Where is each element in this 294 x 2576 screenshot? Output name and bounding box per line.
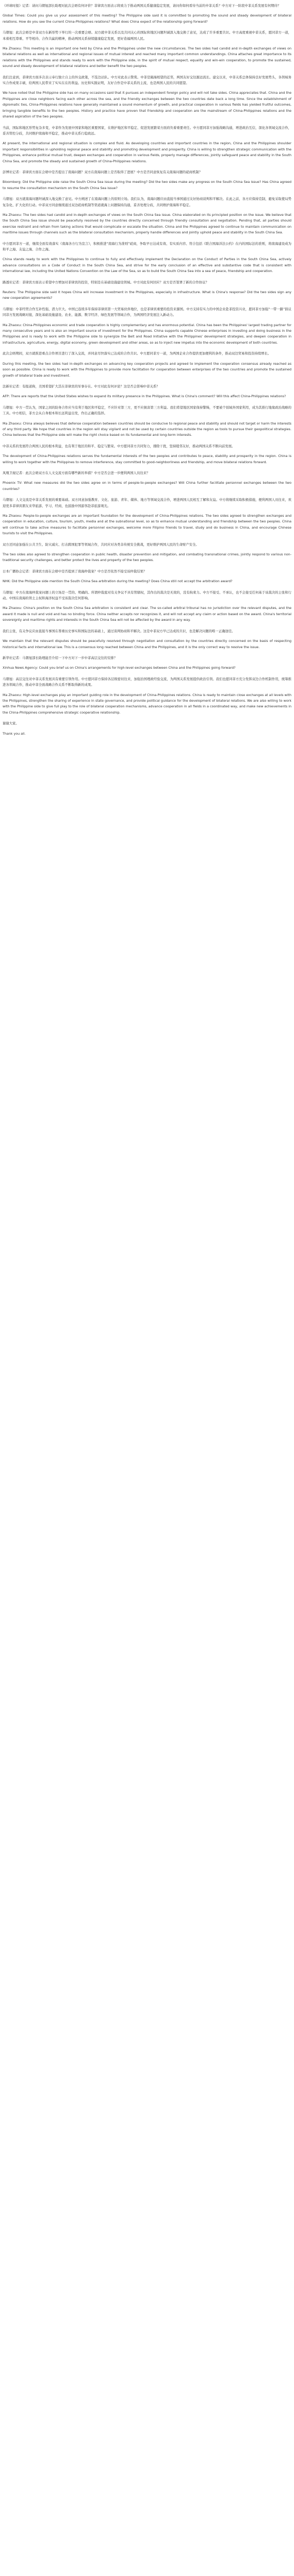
qa-block [3, 405, 291, 438]
en-paragraph: Global Times: Could you give us your assessment of this meeting? The Philippine side said it is committed to promoting the sound and steady development of bilateral relations. How do you see the current China-Philippines relations? What does China expect of the relationship going forward? [3, 14, 291, 24]
qa-block [3, 125, 291, 164]
qa-block [3, 590, 291, 623]
zh-paragraph: 《环球时报》记者：请问马朝旭部长助理对此次会晤有何评价？菲律宾方面表示将致力于推动两国关系健康稳定发展，请问你如何看待当前的中菲关系？中方对下一阶段中菲关系发展有何期待？ [3, 4, 281, 8]
zh-paragraph: 日本广播协会记者：菲律宾方面在会晤中是否提到了南海仲裁案？中方是否依然不接受该仲裁结果？ [3, 569, 147, 573]
zh-paragraph: 我们主张，有关争议应由直接当事国在尊重历史事实和国际法的基础上，通过谈判协商和平解决。这是中菲双方早已达成的共识，也是解决问题的唯一正确途径。 [3, 629, 235, 633]
qa-block [3, 497, 291, 536]
en-paragraph: NHK: Did the Philippine side mention the South China Sea arbitration during the meeting? Does China still not accept the arbitration award? [3, 580, 233, 584]
qa-block [3, 542, 291, 564]
zh-paragraph: 双方还同意加强在公共卫生、防灾减灾、打击跨国犯罪等领域合作，共同应对各类非传统安全挑战，更好维护两国人民的生命财产安全。 [3, 543, 199, 547]
qa-block [3, 629, 291, 650]
zh-paragraph: 路透社记者：菲律宾方面表示希望中方增加对菲律宾的投资，特别是在基础设施建设领域。中方对此有何回应？双方是否签署了新的合作协议？ [3, 280, 209, 284]
zh-paragraph: 马朝旭：中菲经贸合作互补性强、潜力巨大。中国已连续多年保持菲律宾第一大贸易伙伴地位，也是菲律宾重要的投资来源国。中方支持有实力的中国企业赴菲投资兴业，愿同菲方加强“一带一路”倡议同菲方发展战略对接，深化基础设施建设、农业、能源、数字经济、绿色发展等领域合作，为两国经济发展注入新动力。 [3, 307, 291, 317]
qa-block [3, 676, 291, 716]
qa-block [3, 170, 291, 191]
en-paragraph: We have noted that the Philippine side has on many occasions said that it pursues an independent foreign policy and will not take sides. China appreciates that. China and the Philippines are close neighbors facing each other across the sea, and the friendly exchanges between the two countries date back a long time. Since the establishment of diplomatic ties, China-Philippines relations have generally maintained a sound momentum of growth, and practical cooperation in various fields has yielded fruitful outcomes, bringing tangible benefits to the two peoples. History and practice have proven that friendship and cooperation are the mainstream of China-Philippines relations and the shared aspiration of the two peoples. [3, 91, 291, 119]
zh-paragraph: 马朝旭：高层交往对中菲关系发展具有重要引领作用。中方愿同菲方保持各层级密切往来，加强治国理政经验交流，为两国关系发展提供政治引领。我们也愿同菲方充分发挥双边合作机制作用，统筹推进各领域合作，推动中菲全面战略合作关系不断取得新的成果。 [3, 677, 291, 687]
zh-paragraph: 中菲关系的发展符合两国人民的根本利益，也有利于地区的和平、稳定与繁荣。中方愿同菲方共同努力，排除干扰，坚持睦邻友好，推动两国关系不断向前发展。 [3, 444, 235, 448]
en-paragraph: Bloomberg: Did the Philippine side raise the South China Sea issue during the meeting? Did the two sides make any progress on the South China Sea issue? Has China agreed to resume the consultation mechanism on the South China Sea issue? [3, 180, 291, 190]
en-paragraph: The two sides also agreed to strengthen cooperation in public health, disaster prevention and mitigation, and combating transnational crimes, jointly respond to various non-traditional security challenges, and better protect the lives and property of the two peoples. [3, 553, 291, 563]
en-paragraph: During this meeting, the two sides had in-depth exchanges on advancing key cooperation projects and agreed to implement the cooperation consensus already reached as soon as possible. China is ready to work with the Philippines to provide more facilitation for cooperation between enterprises of the two countries and promote the sustained growth of bilateral trade and investment. [3, 362, 291, 378]
qa-block [3, 569, 291, 585]
qa-block [3, 196, 291, 235]
zh-paragraph: 马朝旭：双方就南海问题坦诚深入地交换了意见。中方阐述了在南海问题上的原则立场。我们认为，南海问题应由直接当事国通过友好协商谈判和平解决。在此之前，各方应保持克制，避免采取使局势复杂化、扩大化的行动。中菲双方同意继续通过双边磋商机制等渠道就海上问题保持沟通，妥善处理分歧，共同维护南海和平稳定。 [3, 197, 291, 207]
qa-block [3, 655, 291, 671]
qa-block [3, 30, 291, 69]
en-paragraph: Phoenix TV: What new measures did the two sides agree on in terms of people-to-people exchanges? Will China further facilitate personnel exchanges between the two countries? [3, 481, 291, 491]
zh-paragraph: 马朝旭：此次会晤是中菲双方在新形势下举行的一次重要会晤。双方就中菲关系以及共同关心的国际和地区问题坦诚深入地交换了意见，达成了许多重要共识。中方高度重视中菲关系，愿同菲方一道，本着相互尊重、平等相待、合作共赢的精神，推动两国关系持续健康稳定发展，更好造福两国人民。 [3, 31, 291, 41]
en-paragraph: Ma Zhaoxu: The two sides had candid and in-depth exchanges of views on the South China Sea issue. China elaborated on its principled position on the issue. We believe that the South China Sea issue should be peacefully resolved by the countries directly concerned through friendly consultation and negotiation. Pending that, all parties should exercise restraint and refrain from taking actions that would complicate or escalate the situation. China and the Philippines agreed to continue to maintain communication on maritime issues through channels such as the bilateral consultation mechanism, properly handle differences and jointly uphold peace and stability in the South China Sea. [3, 213, 291, 235]
qa-block [3, 241, 291, 275]
zh-paragraph: 凤凰卫视记者：此次会晤双方在人文交流方面有哪些新的举措？中方是否会进一步便利两国人员往来？ [3, 471, 150, 475]
qa-block [3, 280, 291, 301]
en-paragraph: Thank you all. [3, 732, 26, 736]
zh-paragraph: 马朝旭：中方一贯认为，国家之间的防务合作应当有利于地区和平稳定，不应针对第三方，更不应损害第三方利益。我们希望地区国家保持警惕，不要被个别域外国家利用，成为其推行地缘政治战略的工具。中方相信，菲方会从自身根本和长远利益出发，作出正确的选择。 [3, 405, 291, 416]
zh-paragraph: 中方愿同菲方一道，继续全面有效落实《南海各方行为宣言》，积极推进“南海行为准则”磋商，争取早日达成有效、有实质内容、符合包括《联合国海洋法公约》在内的国际法的准则，将南海建设成为和平之海、友谊之海、合作之海。 [3, 242, 291, 251]
zh-paragraph: 马朝旭：中方在南海仲裁案问题上的立场是一贯的、明确的。所谓仲裁庭对有关争议不具有管辖权，其作出的裁决是无效的，没有拘束力。中方不接受、不承认，也不会接受任何基于该裁决的主张和行动。中国在南海的领土主权和海洋权益不受该裁决任何影响。 [3, 590, 291, 601]
en-paragraph: AFP: There are reports that the United States wishes to expand its military presence in the Philippines. What is China's comment? Will this affect China-Philippines relations? [3, 395, 286, 399]
en-paragraph: At present, the international and regional situation is complex and fluid. As developing countries and important countries in the region, China and the Philippines shoulder important responsibilities in upholding regional peace and stability and promoting development and prosperity. China is willing to strengthen strategic communication with the Philippines, enhance political mutual trust, deepen exchanges and cooperation in various fields, properly manage differences, jointly safeguard peace and stability in the South China Sea, and promote the steady and sustained growth of China-Philippines relations. [3, 142, 291, 163]
en-paragraph: Ma Zhaoxu: People-to-people exchanges are an important foundation for the development of China-Philippines relations. The two sides agreed to strengthen exchanges and cooperation in education, culture, tourism, youth, media and at the subnational level, so as to enhance mutual understanding and friendship between the two peoples. China will continue to take active measures to facilitate personnel exchanges, welcome more Filipino friends to travel, study and do business in China, and encourage Chinese tourists to visit the Philippines. [3, 514, 291, 536]
zh-paragraph: 彭博社记者：菲律宾方面在会晤中是否提出了南海问题？双方在南海问题上是否取得了进展？中方是否同意恢复有关南海问题的磋商机制？ [3, 170, 202, 174]
zh-paragraph: 新华社记者：马朝旭部长助理能否介绍一下中方对下一步中菲高层交往的安排？ [3, 656, 118, 660]
en-paragraph: The development of China-Philippines relations serves the fundamental interests of the two peoples and contributes to peace, stability and prosperity in the region. China is willing to work together with the Philippines to remove interference, stay committed to good-neighborliness and friendship, and move bilateral relations forward. [3, 454, 291, 464]
zh-paragraph: 谢谢大家。 [3, 722, 19, 726]
en-paragraph: Ma Zhaoxu: High-level exchanges play an important guiding role in the development of China-Philippines relations. China is ready to maintain close exchanges at all levels with the Philippines, strengthen the sharing of experience in state governance, and provide political guidance for the development of bilateral relations. We are also willing to work with the Philippine side to give full play to the role of bilateral cooperation mechanisms, advance cooperation in all fields in a coordinated way, and make new achievements in the China-Philippines comprehensive strategic cooperative relationship. [3, 693, 291, 715]
qa-block [3, 470, 291, 492]
qa-block [3, 75, 291, 120]
qa-block [3, 351, 291, 379]
qa-block [3, 307, 291, 346]
transcript [0, 0, 294, 737]
en-paragraph: China stands ready to work with the Philippines to continue to fully and effectively implement the Declaration on the Conduct of Parties in the South China Sea, actively advance consultations on a Code of Conduct in the South China Sea, and strive for the early conclusion of an effective and substantive code that is consistent with international law, including the United Nations Convention on the Law of the Sea, so as to build the South China Sea into a sea of peace, friendship and cooperation. [3, 258, 291, 274]
zh-paragraph: 当前，国际和地区形势复杂多变，中菲作为发展中国家和地区重要国家，在维护地区和平稳定、促进发展繁荣方面肩负着重要责任。中方愿同菲方加强战略沟通，增进政治互信，深化各领域交流合作，妥善管控分歧，共同维护南海和平稳定，推动中菲关系行稳致远。 [3, 126, 291, 135]
zh-paragraph: 我们注意到，菲律宾方面多次表示奉行独立自主的外交政策，不选边站队。中方对此表示赞赏。中菲是隔海相望的近邻，两国友好交往源远流长。建交以来，中菲关系总体保持良好发展势头，各领域务实合作成果丰硕，给两国人民带来了实实在在的利益。历史和实践证明，友好合作是中菲关系的主流，也是两国人民的共同愿望。 [3, 75, 291, 86]
en-paragraph: Ma Zhaoxu: China always believes that defense cooperation between countries should be conducive to regional peace and stability and should not target or harm the interests of any third party. We hope that countries in the region will stay vigilant and not be used by certain countries outside the region as tools to pursue their geopolitical strategies. China believes that the Philippine side will make the right choice based on its fundamental and long-term interests. [3, 421, 291, 437]
en-paragraph: We maintain that the relevant disputes should be peacefully resolved through negotiation and consultation by the countries directly concerned on the basis of respecting historical facts and international law. This is a consensus long reached between China and the Philippines, and it is the only correct way to resolve the issue. [3, 639, 291, 649]
en-paragraph: Xinhua News Agency: Could you brief us on China's arrangements for high-level exchanges between China and the Philippines going forward? [3, 666, 236, 670]
qa-block [3, 444, 291, 465]
en-paragraph: Reuters: The Philippine side said it hopes China will increase investment in the Philippines, especially in infrastructure. What is China's response? Did the two sides sign any new cooperation agreements? [3, 291, 291, 300]
zh-paragraph: 法新社记者：有报道称，美国希望扩大其在菲律宾的军事存在。中方对此有何评论？这是否会影响中菲关系？ [3, 384, 160, 388]
qa-block [3, 721, 291, 737]
en-paragraph: Ma Zhaoxu: This meeting is an important one held by China and the Philippines under the new circumstances. The two sides had candid and in-depth exchanges of views on bilateral relations as well as international and regional issues of mutual interest and reached many important common understandings. China attaches great importance to its relations with the Philippines and stands ready to work with the Philippine side, in the spirit of mutual respect, equality and win-win cooperation, to promote the sustained, sound and steady development of bilateral relations and better benefit the two peoples. [3, 47, 291, 69]
en-paragraph: Ma Zhaoxu: China's position on the South China Sea arbitration is consistent and clear. The so-called arbitral tribunal has no jurisdiction over the relevant disputes, and the award it made is null and void and has no binding force. China neither accepts nor recognizes it, and will not accept any claim or action based on the award. China's territorial sovereignty and maritime rights and interests in the South China Sea will not be affected by the award in any way. [3, 606, 291, 622]
qa-block [3, 3, 291, 25]
zh-paragraph: 此次会晤期间，双方就推进重点合作项目进行了深入交流，并同意尽快落实已达成的合作共识。中方愿同菲方一道，为两国企业合作提供更加便利的条件，推动双边贸易和投资持续增长。 [3, 352, 271, 356]
qa-block [3, 384, 291, 400]
zh-paragraph: 马朝旭：人文交流是中菲关系发展的重要基础。双方同意加强教育、文化、旅游、青年、媒体、地方等领域交流合作，增进两国人民相互了解和友谊。中方将继续采取积极措施，便利两国人员往来，欢迎更多菲律宾朋友来华旅游、学习、经商，也鼓励中国游客赴菲旅游观光。 [3, 498, 291, 508]
en-paragraph: Ma Zhaoxu: China-Philippines economic and trade cooperation is highly complementary and has enormous potential. China has been the Philippines' largest trading partner for many consecutive years and is also an important source of investment for the Philippines. China supports capable Chinese enterprises in investing and doing business in the Philippines and is ready to work with the Philippine side to synergize the Belt and Road Initiative with the Philippines' development strategies, and deepen cooperation in infrastructure, agriculture, energy, digital economy, green development and other areas, so as to inject new impetus into the economic development of both countries. [3, 323, 291, 345]
